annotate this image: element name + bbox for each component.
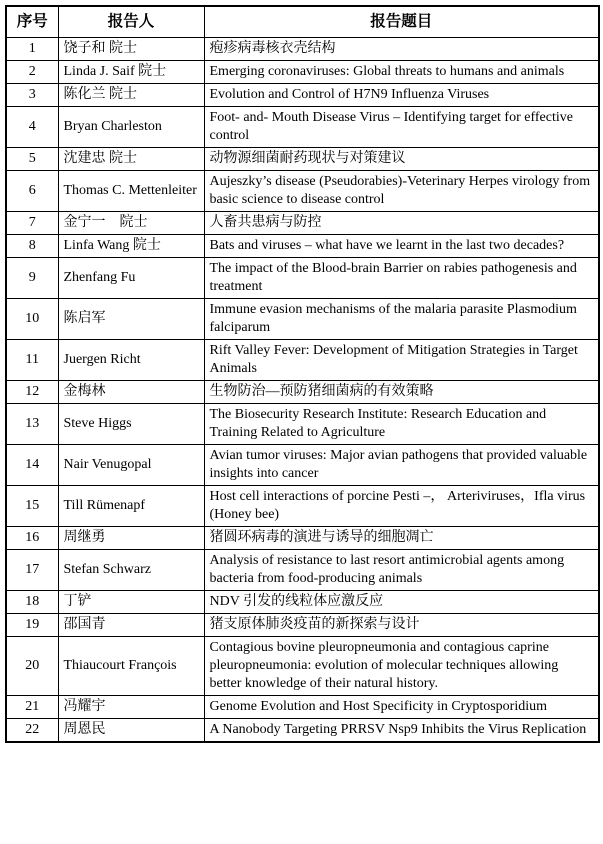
cell-report-title: The Biosecurity Research Institute: Research Education and Training Related to Agriculture bbox=[204, 404, 599, 445]
cell-report-title: Emerging coronaviruses: Global threats to humans and animals bbox=[204, 61, 599, 84]
cell-speaker-name: Thomas C. Mettenleiter bbox=[58, 171, 204, 212]
table-row bbox=[6, 696, 599, 719]
table-body bbox=[6, 38, 599, 743]
cell-serial-number: 16 bbox=[6, 527, 58, 550]
cell-report-title: Rift Valley Fever: Development of Mitigation Strategies in Target Animals bbox=[204, 340, 599, 381]
cell-serial-number: 20 bbox=[6, 637, 58, 696]
cell-report-title: The impact of the Blood-brain Barrier on rabies pathogenesis and treatment bbox=[204, 258, 599, 299]
table-row bbox=[6, 637, 599, 696]
table-row bbox=[6, 550, 599, 591]
table-row bbox=[6, 61, 599, 84]
table-row bbox=[6, 171, 599, 212]
cell-speaker-name: Stefan Schwarz bbox=[58, 550, 204, 591]
cell-report-title: 生物防治—预防猪细菌病的有效策略 bbox=[204, 381, 599, 404]
cell-speaker-name: Thiaucourt François bbox=[58, 637, 204, 696]
table-row bbox=[6, 591, 599, 614]
cell-speaker-name: 沈建忠 院士 bbox=[58, 148, 204, 171]
cell-speaker-name: Till Rümenapf bbox=[58, 486, 204, 527]
cell-serial-number: 5 bbox=[6, 148, 58, 171]
cell-speaker-name: 金宁一 院士 bbox=[58, 212, 204, 235]
table-row bbox=[6, 235, 599, 258]
cell-speaker-name: Nair Venugopal bbox=[58, 445, 204, 486]
cell-report-title: 疱疹病毒核衣壳结构 bbox=[204, 38, 599, 61]
col-header-speaker: 报告人 bbox=[58, 6, 204, 38]
table-row bbox=[6, 84, 599, 107]
cell-report-title: Immune evasion mechanisms of the malaria parasite Plasmodium falciparum bbox=[204, 299, 599, 340]
cell-report-title: Genome Evolution and Host Specificity in Cryptosporidium bbox=[204, 696, 599, 719]
cell-serial-number: 14 bbox=[6, 445, 58, 486]
cell-report-title: Aujeszky’s disease (Pseudorabies)-Veterinary Herpes virology from basic science to disease control bbox=[204, 171, 599, 212]
cell-report-title: Foot- and- Mouth Disease Virus – Identifying target for effective control bbox=[204, 107, 599, 148]
cell-report-title: 动物源细菌耐药现状与对策建议 bbox=[204, 148, 599, 171]
cell-speaker-name: 陈化兰 院士 bbox=[58, 84, 204, 107]
speakers-table bbox=[5, 5, 600, 743]
table-row bbox=[6, 381, 599, 404]
cell-report-title: 人畜共患病与防控 bbox=[204, 212, 599, 235]
cell-speaker-name: 金梅林 bbox=[58, 381, 204, 404]
cell-serial-number: 9 bbox=[6, 258, 58, 299]
cell-report-title: Avian tumor viruses: Major avian pathogens that provided valuable insights into cancer bbox=[204, 445, 599, 486]
cell-speaker-name: 饶子和 院士 bbox=[58, 38, 204, 61]
cell-serial-number: 7 bbox=[6, 212, 58, 235]
cell-report-title: Evolution and Control of H7N9 Influenza Viruses bbox=[204, 84, 599, 107]
cell-speaker-name: 陈启军 bbox=[58, 299, 204, 340]
table-row bbox=[6, 340, 599, 381]
cell-serial-number: 4 bbox=[6, 107, 58, 148]
cell-speaker-name: Zhenfang Fu bbox=[58, 258, 204, 299]
cell-report-title: Bats and viruses – what have we learnt in the last two decades? bbox=[204, 235, 599, 258]
col-header-no: 序号 bbox=[6, 6, 58, 38]
cell-report-title: A Nanobody Targeting PRRSV Nsp9 Inhibits the Virus Replication bbox=[204, 719, 599, 743]
table-row bbox=[6, 107, 599, 148]
table-row bbox=[6, 299, 599, 340]
table-row bbox=[6, 212, 599, 235]
cell-serial-number: 17 bbox=[6, 550, 58, 591]
cell-serial-number: 1 bbox=[6, 38, 58, 61]
cell-serial-number: 6 bbox=[6, 171, 58, 212]
cell-serial-number: 11 bbox=[6, 340, 58, 381]
table-row bbox=[6, 614, 599, 637]
cell-speaker-name: 丁铲 bbox=[58, 591, 204, 614]
cell-serial-number: 13 bbox=[6, 404, 58, 445]
cell-speaker-name: 周继勇 bbox=[58, 527, 204, 550]
cell-report-title: Contagious bovine pleuropneumonia and contagious caprine pleuropneumonia: evolution of molecular techniques allowing better knowledge of their natural history. bbox=[204, 637, 599, 696]
cell-speaker-name: Linda J. Saif 院士 bbox=[58, 61, 204, 84]
cell-serial-number: 12 bbox=[6, 381, 58, 404]
cell-serial-number: 10 bbox=[6, 299, 58, 340]
table-header-row bbox=[6, 6, 599, 38]
cell-serial-number: 22 bbox=[6, 719, 58, 743]
cell-serial-number: 2 bbox=[6, 61, 58, 84]
cell-report-title: 猪圆环病毒的演进与诱导的细胞凋亡 bbox=[204, 527, 599, 550]
cell-serial-number: 18 bbox=[6, 591, 58, 614]
cell-report-title: Host cell interactions of porcine Pesti –， Arteriviruses，Ifla virus (Honey bee) bbox=[204, 486, 599, 527]
cell-report-title: Analysis of resistance to last resort antimicrobial agents among bacteria from food-producing animals bbox=[204, 550, 599, 591]
cell-speaker-name: 冯耀宇 bbox=[58, 696, 204, 719]
cell-serial-number: 19 bbox=[6, 614, 58, 637]
cell-serial-number: 15 bbox=[6, 486, 58, 527]
cell-speaker-name: Steve Higgs bbox=[58, 404, 204, 445]
table-row bbox=[6, 527, 599, 550]
cell-speaker-name: Bryan Charleston bbox=[58, 107, 204, 148]
cell-serial-number: 8 bbox=[6, 235, 58, 258]
cell-report-title: 猪支原体肺炎疫苗的新探索与设计 bbox=[204, 614, 599, 637]
cell-speaker-name: Linfa Wang 院士 bbox=[58, 235, 204, 258]
table-row bbox=[6, 258, 599, 299]
col-header-title: 报告题目 bbox=[204, 6, 599, 38]
table-row bbox=[6, 404, 599, 445]
cell-report-title: NDV 引发的线粒体应激反应 bbox=[204, 591, 599, 614]
cell-serial-number: 21 bbox=[6, 696, 58, 719]
cell-speaker-name: 邵国青 bbox=[58, 614, 204, 637]
table-row bbox=[6, 148, 599, 171]
cell-speaker-name: 周恩民 bbox=[58, 719, 204, 743]
table-row bbox=[6, 445, 599, 486]
table-row bbox=[6, 719, 599, 743]
cell-speaker-name: Juergen Richt bbox=[58, 340, 204, 381]
cell-serial-number: 3 bbox=[6, 84, 58, 107]
table-row bbox=[6, 486, 599, 527]
table-row bbox=[6, 38, 599, 61]
